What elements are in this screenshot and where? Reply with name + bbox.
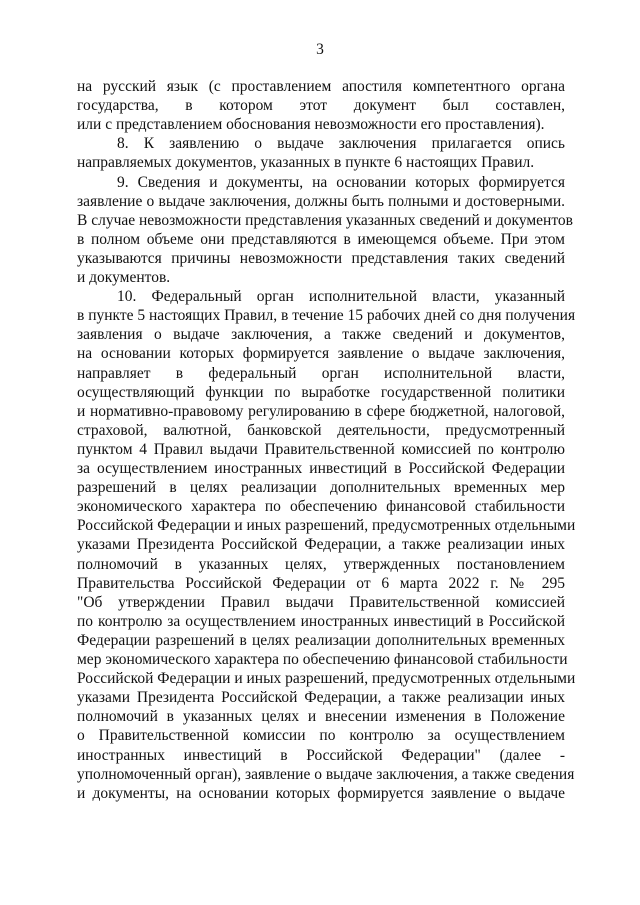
text-line: о Правительственной комиссии по контролю за осуществлением bbox=[77, 727, 565, 745]
text-line: 10. Федеральный орган исполнительной власти, указанный bbox=[117, 288, 565, 306]
text-line: в полном объеме они представляются в имеющемся объеме. При этом bbox=[77, 230, 565, 248]
text-line: указами Президента Российской Федерации, а также реализации иных bbox=[77, 536, 565, 554]
text-line: и документы, на основании которых формируется заявление о выдаче bbox=[77, 784, 565, 802]
text-line: 9. Сведения и документы, на основании которых формируется bbox=[117, 173, 565, 191]
text-line: разрешений в целях реализации дополнительных временных мер bbox=[77, 479, 565, 497]
text-line: по контролю за осуществлением иностранных инвестиций в Российской bbox=[77, 612, 565, 630]
text-line: государства, в котором этот документ был составлен, bbox=[77, 97, 565, 115]
text-line: Федерации разрешений в целях реализации дополнительных временных bbox=[77, 631, 565, 649]
text-line: или с представлением обоснования невозможности его проставления). bbox=[77, 116, 545, 134]
text-line: полномочий в указанных целях, утвержденных постановлением bbox=[77, 555, 565, 573]
text-line: заявление о выдаче заключения, должны быть полными и достоверными. bbox=[77, 192, 565, 210]
text-line: полномочий в указанных целях и внесении изменения в Положение bbox=[77, 708, 565, 726]
text-line: направляемых документов, указанных в пункте 6 настоящих Правил. bbox=[77, 154, 535, 172]
text-line: пунктом 4 Правил выдачи Правительственной комиссией по контролю bbox=[77, 440, 565, 458]
text-line: мер экономического характера по обеспечению финансовой стабильности bbox=[77, 651, 568, 668]
text-line: экономического характера по обеспечению финансовой стабильности bbox=[77, 498, 565, 516]
text-line: в пункте 5 настоящих Правил, в течение 15 рабочих дней со дня получения bbox=[77, 307, 576, 325]
text-line: указами Президента Российской Федерации, а также реализации иных bbox=[77, 689, 565, 707]
text-line: иностранных инвестиций в Российской Федерации" (далее - bbox=[77, 746, 565, 764]
text-line: "Об утверждении Правил выдачи Правительственной комиссией bbox=[77, 593, 565, 611]
text-line: Правительства Российской Федерации от 6 марта 2022 г. № 295 bbox=[77, 574, 565, 592]
page-number: 3 bbox=[316, 41, 324, 58]
text-line: 8. К заявлению о выдаче заключения прилагается опись bbox=[117, 135, 565, 153]
text-line: страховой, валютной, банковской деятельности, предусмотренный bbox=[77, 421, 565, 439]
text-line: заявления о выдаче заключения, а также сведений и документов, bbox=[77, 326, 565, 344]
text-line: на русский язык (с проставлением апостиля компетентного органа bbox=[77, 78, 565, 95]
text-line: и нормативно-правовому регулированию в сфере бюджетной, налоговой, bbox=[77, 402, 565, 420]
text-line: на основании которых формируется заявление о выдаче заключения, bbox=[77, 345, 565, 363]
text-line: Российской Федерации и иных разрешений, предусмотренных отдельными bbox=[77, 517, 576, 535]
text-line: указываются причины невозможности представления таких сведений bbox=[77, 249, 565, 267]
text-line: и документов. bbox=[77, 269, 171, 286]
text-line: осуществляющий функции по выработке государственной политики bbox=[77, 383, 565, 401]
text-line: Российской Федерации и иных разрешений, предусмотренных отдельными bbox=[77, 670, 576, 688]
text-line: В случае невозможности представления указанных сведений и документов bbox=[77, 211, 573, 229]
text-line: за осуществлением иностранных инвестиций в Российской Федерации bbox=[77, 460, 565, 477]
text-line: направляет в федеральный орган исполнительной власти, bbox=[77, 364, 565, 382]
text-line: уполномоченный орган), заявление о выдаче заключения, а также сведения bbox=[77, 765, 575, 783]
